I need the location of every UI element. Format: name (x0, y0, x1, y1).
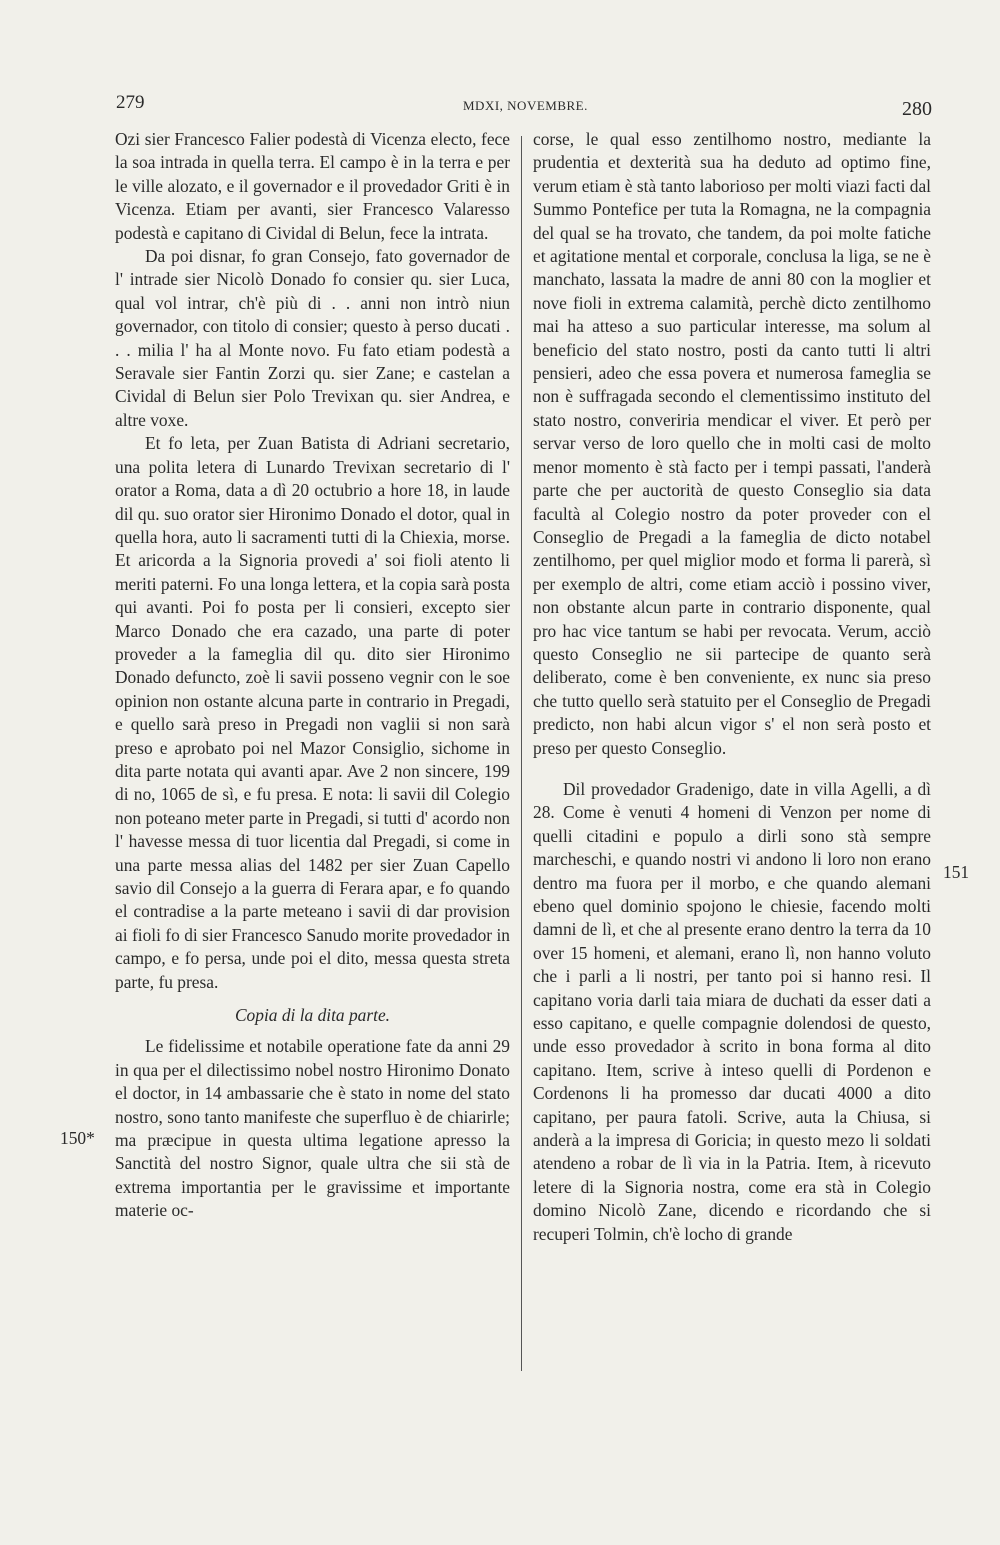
column-divider (521, 136, 522, 1371)
left-paragraph-3: Et fo leta, per Zuan Batista di Adriani secretario, una polita letera di Lunardo Trevixan secretario di l' orator a Roma, data a dì 20 octubrio a hore 18, in laude dil qu. suo orator sier Hironimo Donado el dotor, qual in quella hora, auto li sacramenti tutti di la Chiexia, morse. Et aricorda a la Signoria provedi a' soi fioli atento li meriti paterni. Fo una longa lettera, et la copia sarà posta qui avanti. Poi fo posta per li consieri, excepto sier Marco Donado che era cazado, una parte di poter proveder a la fameglia dil qu. dito sier Hironimo Donado defuncto, zoè li savii posseno vegnir con le soe opinion non ostante alcuna parte in contrario in Pregadi, e quello sarà preso in Pregadi non vaglii si non sarà preso e aprobato poi nel Mazor Consiglio, sichome in dita parte notata qui avanti apar. Ave 2 non sincere, 199 di no, 1065 de sì, e fu presa. E nota: li savii dil Colegio non poteano meter parte in Pregadi, si tutti d' acordo non l' havesse messa di tuor licentia dal Pregadi, si come in una parte messa alias del 1482 per sier Zuan Capello savio dil Consejo a la guerra di Ferara apar, e fo quando el contradise a la parte meteano i savii di dar provision ai fioli fo di sier Francesco Sanudo morite provedador in campo, e fo persa, unde poi el dito, messa questa streta parte, fu presa. (115, 433, 511, 992)
left-paragraph-1: Ozi sier Francesco Falier podestà di Vicenza electo, fece la soa intrada in quella terra. El campo è in la terra e per le ville alozato, e il governador e il provedador Griti è in Vicenza. Etiam per avanti, sier Francesco Valaresso podestà e capitano di Cividal di Belun, fece la intrata. (115, 129, 510, 243)
left-paragraph-4: Le fidelissime et notabile operatione fate da anni 29 in qua per el dilectissimo nobel nostro Hironimo Donato el doctor, in 14 ambassarie che è stato in nome del stato nostro, sono tanto manifeste che superfluo è de chiarirle; ma præcipue in questa ultima legatione apresso la Sanctità del nostro Signor, quale ultra che sii stà de extrema importantia per le gravissime et importante materie oc- (115, 1036, 510, 1221)
left-paragraph-2: Da poi disnar, fo gran Consejo, fato governador de l' intrade sier Nicolò Donado fo consier qu. sier Luca, qual vol intrar, ch'è più di . . anni non intrò niun governador, con titolo di consier; questo à perso ducati . . . milia l' ha al Monte novo. Fu fato etiam podestà a Seravale sier Fantin Zorzi qu. sier Zane; e castelan a Cividal di Belun sier Polo Trevixan qu. sier Andrea, e altre voxe. (115, 246, 510, 430)
right-paragraph-1: corse, le qual esso zentilhomo nostro, mediante la prudentia et dexterità sua ha deduto ad optimo fine, verum etiam è stà tanto laborioso per molti viazi facti dal Summo Pontefice per tuta la Romagna, ne la compagnia del qual se ha trovato, che tandem, da poi molte fatiche et agitatione mental et corporale, conclusa la liga, se ne è manchato, lassata la madre de anni 80 con la moglier et nove fioli in extrema calamità, perchè dicto zentilhomo mai ha atteso a suo particular interesse, ma solum al beneficio del stato nostro, posti da canto tutti li altri pensieri, adeo che essa povera et numerosa fameglia se non è suffragada secondo el clementissimo instituto del stato nostro, converiria mendicar el viver. Et però per servar verso de loro quello che in molti casi de molto menor momento è stà facto per i tempi passati, l'anderà parte che per auctorità de questo Conseglio sia data facultà al Colegio nostro da poter proveder con el Conseglio de Pregadi a la fameglia de dicto notabel zentilhomo, per quel miglior modo et forma li parerà, sì per exemplo de altri, come etiam acciò i possino viver, non obstante alcun parte in contrario disponente, qual pro hac vice tantum se habi per revocata. Verum, acciò questo Conseglio ne sii partecipe de quanto serà deliberato, come è ben conveniente, ex nunc sia preso che tutto quello serà statuito per el Conseglio de Pregadi predicto, non habi alcun vigor s' el non serà posto et preso per questo Conseglio. (533, 129, 931, 758)
margin-note-right: 151 (943, 862, 970, 882)
running-header: MDXI, NOVEMBRE. (463, 98, 588, 113)
page-number-right: 280 (902, 98, 932, 120)
left-column (115, 128, 510, 1223)
page-number-left: 279 (116, 92, 145, 113)
margin-note-left: 150* (60, 1128, 95, 1148)
right-column (533, 128, 931, 1246)
section-heading: Copia di la dita parte. (234, 1005, 391, 1026)
right-paragraph-2: Dil provedador Gradenigo, date in villa Agelli, a dì 28. Come è venuti 4 homeni di Venzon per nome di quelli citadini e populo a dirli sono stà sempre marcheschi, e quando nostri vi andono li loro non erano dentro ma fuora per il morbo, e che quando alemani ebeno quel dominio spojono le chiesie, facendo molti damni de lì, et che al presente erano dentro la terra da 10 over 15 homeni, et alemani, erano lì, non hanno voluto che i parli a li nostri, per tanto poi si hanno resi. Il capitano voria darli taia miara de duchati da esser dati a esso capitano, e quelle compagnie dolendosi de questo, unde esso provedador à scrito in bona forma al dito capitano. Item, scrive à inteso quelli di Pordenon e Cordenons li ha promesso dar ducati 4000 a dito capitano, per paura fatoli. Scrive, auta la Chiusa, si anderà a la impresa di Goricia; in questo mezo li soldati atendeno a robar de lì via in la Patria. Item, à ricevuto letere di la Signoria nostra, come era stà in Colegio domino Nicolò Zane, dicendo e ricordando che si recuperi Tolmin, ch'è locho di grande (533, 778, 931, 1244)
